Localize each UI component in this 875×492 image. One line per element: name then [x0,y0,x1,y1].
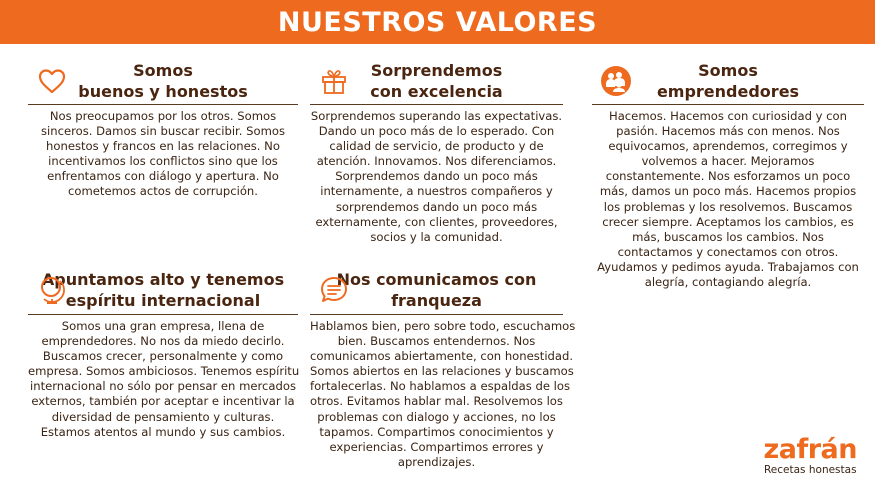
card-title [370,60,502,102]
card-body [28,315,298,440]
card-text-line: volvemos a hacer. Mejoramos [641,154,815,169]
card-text-line: Estamos atentos al mundo y sus cambios. [40,424,286,439]
card-header [310,266,563,315]
card-text-line: contactamos y conectamos con otros. [617,244,839,259]
card-title-line: Sorprendemos [370,61,503,80]
card-title-line: Nos comunicamos con [336,270,537,289]
card-text-line: Hablamos bien, pero sobre todo, escuchamos [310,319,576,333]
card-text-line: empresa. Somos ambiciosos. Tenemos espíritu [28,364,300,379]
value-card-apuntamos-alto [28,266,298,440]
people-icon [600,65,632,97]
value-card-emprendedores [592,58,864,290]
card-text-line: comunicamos abiertamente, con honestidad. [310,349,574,364]
card-title-line: emprendedores [656,82,800,101]
card-text-line: Somos una gran empresa, llena de [61,319,265,333]
value-card-buenos-honestos [28,58,298,200]
card-title-line: espíritu internacional [65,291,261,310]
card-title [337,269,537,311]
card-text-line: crecer siempre. Aceptamos los cambios, es [602,214,854,229]
card-text-line: Sorprendemos dando un poco más [335,169,538,184]
title-banner [0,0,875,44]
card-title-line: con excelencia [370,82,503,101]
card-text-line: tapamos. Compartimos conocimientos y [319,424,554,439]
card-title [42,269,284,311]
heart-icon [36,65,68,97]
card-text-line: socios y la comunidad. [370,229,503,244]
card-text-line: diversidad de pensamiento y culturas. [51,409,275,424]
card-title-line: franqueza [391,291,482,310]
card-text-line: Ayudamos y pedimos ayuda. Trabajamos con [597,259,859,274]
card-title [78,60,247,102]
card-text-line: Somos abiertos en las relaciones y buscamos [310,364,574,379]
card-text-line: sorprendemos dando un poco más [335,199,538,214]
zafran-logo: zafrán [763,434,857,465]
globe-icon [36,274,68,306]
card-text-line: Sorprendemos superando las expectativas. [310,109,563,123]
card-text-line: más, damos un poco más. Hacemos propios [599,184,857,199]
card-text-line: internacional no sólo por pensar en mercados [30,379,296,394]
brand-tagline: Recetas honestas [763,464,857,476]
card-text-line: pasión. Hacemos más con menos. Nos [616,124,840,139]
card-text-line: problemas con dialogo y acciones, no los [317,409,556,424]
card-title-line: buenos y honestos [78,82,248,101]
chat-icon [318,274,350,306]
card-title-line: Somos [133,61,193,80]
card-text-line: Dando un poco más de lo esperado. Con [318,124,555,139]
card-text-line: alegría, contagiando alegría. [644,275,812,290]
card-title-line: Somos [698,61,758,80]
card-text-line: sinceros. Damos sin buscar recibir. Somos [40,124,286,139]
card-text-line: más, buscamos los cambios. Nos [632,229,824,244]
card-text-line: constantemente. Nos esforzamos un poco [605,169,851,184]
brand-logo-block [764,436,857,476]
card-text-line: Nos preocupamos por los otros. Somos [49,109,277,123]
card-text-line: cometemos actos de corrupción. [68,184,258,199]
card-text-line: enfrentamos con diálogo y apertura. No [47,169,279,184]
card-text-line: emprendedores. No nos da miedo decirlo. [41,334,285,349]
card-text-line: los problemas y los resolvemos. Buscamos [603,199,853,214]
card-title [657,60,799,102]
card-body [28,105,298,200]
value-card-comunicamos [310,266,576,470]
card-header [592,58,864,105]
gift-icon [318,65,350,97]
card-text-line: incentivamos los conflictos sino que los [48,154,278,169]
card-text-line: Buscamos crecer, personalmente y como [42,349,284,364]
card-text-line: otros. Evitamos hablar mal. Resolvemos los [310,394,563,409]
card-text-line: externos, también por aceptar e incentivar la [31,394,295,409]
card-text-line: externamente, con clientes, proveedores, [315,214,558,229]
card-body [592,105,864,290]
card-text-line: aprendizajes. [397,454,476,469]
card-text-line: fortalecerlas. No hablamos a espaldas de los [310,379,571,394]
card-text-line: calidad de servicio, de producto y de [329,139,544,154]
value-card-sorprendemos [310,58,563,245]
card-header [28,266,298,315]
card-body [310,315,576,470]
card-text-line: equivocamos, aprendemos, corregimos y [608,139,848,154]
card-header [28,58,298,105]
page-title: NUESTROS VALORES [277,6,598,38]
card-text-line: honestos y francos en las relaciones. No [46,139,280,154]
card-title-line: Apuntamos alto y tenemos [41,270,285,289]
card-header [310,58,563,105]
card-text-line: bien. Buscamos entendernos. Nos [337,334,536,349]
card-body [310,105,563,245]
card-text-line: experiencias. Compartimos errores y [329,439,544,454]
card-text-line: atención. Innovamos. Nos diferenciamos. [316,154,557,169]
card-text-line: internamente, a nuestros compañeros y [320,184,553,199]
card-text-line: Hacemos. Hacemos con curiosidad y con [608,109,847,123]
